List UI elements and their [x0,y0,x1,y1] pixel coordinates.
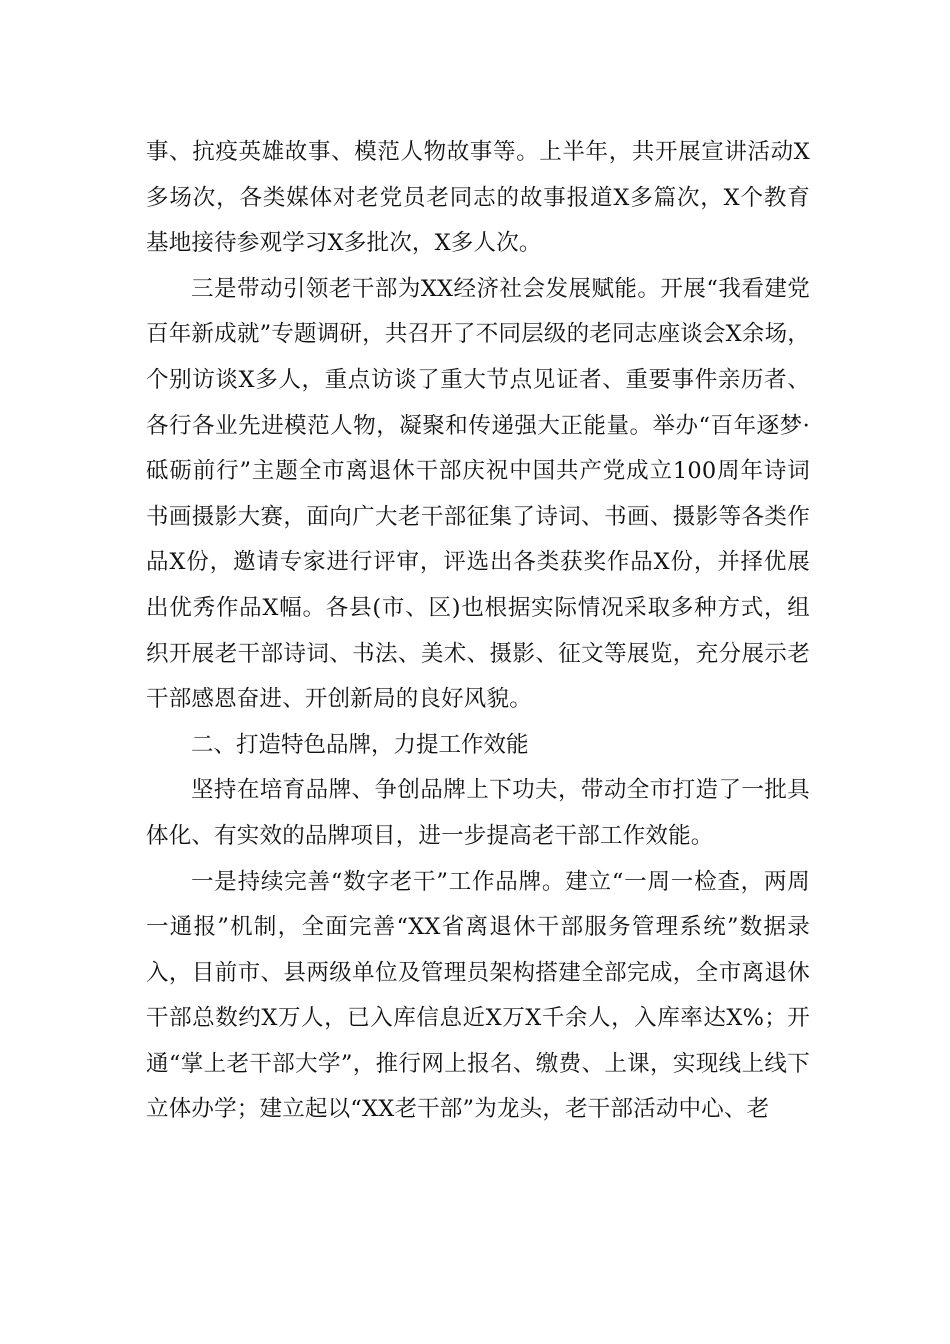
paragraph-continuation: 事、抗疫英雄故事、模范人物故事等。上半年，共开展宣讲活动X多场次，各类媒体对老党员老同志的故事报道X多篇次，X个教育基地接待参观学习X多批次，X多人次。 [146,139,810,257]
paragraph-section-intro: 坚持在培育品牌、争创品牌上下功夫，带动全市打造了一批具体化、有实效的品牌项目，进一步提高老干部工作效能。 [146,777,810,849]
paragraph-first-point: 一是持续完善“数字老干”工作品牌。建立“一周一检查，两周一通报”机制，全面完善“XX省离退休干部服务管理系统”数据录入，目前市、县两级单位及管理员架构搭建全部完成，全市离退休干部总数约X万人，已入库信息近X万X千余人，入库率达X%；开通“掌上老干部大学”，推行网上报名、缴费、上课，实现线上线下立体办学；建立起以“XX老干部”为龙头，老干部活动中心、老 [146,868,810,1123]
paragraph-third-point: 三是带动引领老干部为XX经济社会发展赋能。开展“我看建党百年新成就”专题调研，共召开了不同层级的老同志座谈会X余场，个别访谈X多人，重点访谈了重大节点见证者、重要事件亲历者、各行各业先进模范人物，凝聚和传递强大正能量。举办“百年逐梦·砥砺前行”主题全市离退休干部庆祝中国共产党成立100周年诗词书画摄影大赛，面向广大老干部征集了诗词、书画、摄影等各类作品X份，邀请专家进行评审，评选出各类获奖作品X份，并择优展出优秀作品X幅。各县(市、区)也根据实际情况采取多种方式，组织开展老干部诗词、书法、美术、摄影、征文等展览，充分展示老干部感恩奋进、开创新局的良好风貌。 [146,275,810,713]
document-page [146,130,810,1133]
section-heading: 二、打造特色品牌，力提工作效能 [191,731,529,758]
